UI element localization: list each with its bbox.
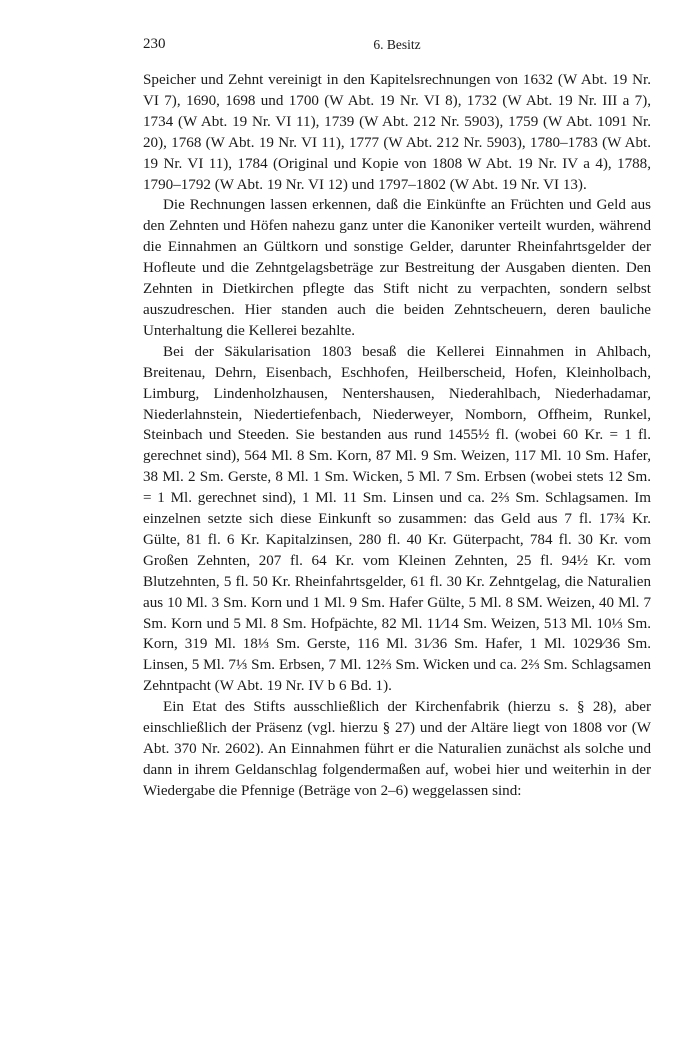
- running-head: [143, 36, 651, 58]
- paragraph-continued: Speicher und Zehnt vereinigt in den Kapitelsrechnungen von 1632 (W Abt. 19 Nr. VI 7), 1690, 1698 und 1700 (W Abt. 19 Nr. VI 8), 1732 (W Abt. 19 Nr. III a 7), 1734 (W Abt. 19 Nr. VI 11), 1739 (W Abt. 212 Nr. 5903), 1759 (W Abt. 1091 Nr. 20), 1768 (W Abt. 19 Nr. VI 11), 1777 (W Abt. 212 Nr. 5903), 1780–1783 (W Abt. 19 Nr. VI 11), 1784 (Original und Kopie von 1808 W Abt. 19 Nr. IV a 4), 1788, 1790–1792 (W Abt. 19 Nr. VI 12) und 1797–1802 (W Abt. 19 Nr. VI 13).: [143, 72, 651, 193]
- paragraph-rechnungen: Die Rechnungen lassen erkennen, daß die Einkünfte an Früchten und Geld aus den Zehnten und Höfen nahezu ganz unter die Kanoniker verteilt wurden, während die Einnahmen an Gültkorn und sonstige Gelder, darunter Rheinfahrtsgelder der Hofleute und die Zehntgelagsbeträge zur Bestreitung der Ausgaben dienten. Den Zehnten in Dietkirchen pflegte das Stift nicht zu verpachten, sondern selbst auszudreschen. Hier standen auch die beiden Zehntscheuern, deren bauliche Unterhaltung die Kellerei bezahlte.: [143, 197, 651, 339]
- paragraph-etat: Ein Etat des Stifts ausschließlich der Kirchenfabrik (hierzu s. § 28), aber einschließlich der Präsenz (vgl. hierzu § 27) und der Altäre liegt von 1808 vor (W Abt. 370 Nr. 2602). An Einnahmen führt er die Naturalien zunächst als solche und dann in ihrem Geldanschlag folgendermaßen auf, wobei hier und weiterhin in der Wiedergabe die Pfennige (Beträge von 2–6) weggelassen sind:: [143, 699, 651, 799]
- chapter-title: 6. Besitz: [373, 37, 421, 52]
- body-text: [143, 70, 651, 802]
- paragraph-saekularisation: Bei der Säkularisation 1803 besaß die Kellerei Einnahmen in Ahlbach, Breitenau, Dehrn, Eisenbach, Eschhofen, Heilberscheid, Hofen, Kleinholbach, Limburg, Lindenholzhausen, Nentershausen, Niederahlbach, Niederhadamar, Niederlahnstein, Niedertiefenbach, Niederweyer, Nomborn, Offheim, Runkel, Steinbach und Steeden. Sie bestanden aus rund 1455½ fl. (wobei 60 Kr. = 1 fl. gerechnet sind), 564 Ml. 8 Sm. Korn, 87 Ml. 9 Sm. Weizen, 117 Ml. 10 Sm. Hafer, 38 Ml. 2 Sm. Gerste, 8 Ml. 1 Sm. Wicken, 5 Ml. 7 Sm. Erbsen (wobei stets 12 Sm. = 1 Ml. gerechnet sind), 1 Ml. 11 Sm. Linsen und ca. 2⅔ Sm. Schlagsamen. Im einzelnen setzte sich diese Einkunft so zusammen: das Geld aus 7 fl. 17¾ Kr. Gülte, 81 fl. 6 Kr. Kapitalzinsen, 280 fl. 40 Kr. Güterpacht, 784 fl. 30 Kr. vom Großen Zehnten, 207 fl. 64 Kr. vom Kleinen Zehnten, 25 fl. 94½ Kr. vom Blutzehnten, 5 fl. 50 Kr. Rheinfahrtsgelder, 61 fl. 30 Kr. Zehntgelag, die Naturalien aus 10 Ml. 3 Sm. Korn und 1 Ml. 9 Sm. Hafer Gülte, 5 Ml. 8 SM. Weizen, 40 Ml. 7 Sm. Korn und 5 Ml. 8 Sm. Hofpächte, 82 Ml. 11⁄14 Sm. Weizen, 513 Ml. 10⅓ Sm. Korn, 319 Ml. 18⅓ Sm. Gerste, 116 Ml. 31⁄36 Sm. Hafer, 1 Ml. 1029⁄36 Sm. Linsen, 5 Ml. 7⅓ Sm. Erbsen, 7 Ml. 12⅔ Sm. Wicken und ca. 2⅔ Sm. Schlagsamen Zehntpacht (W Abt. 19 Nr. IV b 6 Bd. 1).: [143, 343, 651, 695]
- page-number: 230: [143, 36, 166, 52]
- book-page: [143, 36, 651, 802]
